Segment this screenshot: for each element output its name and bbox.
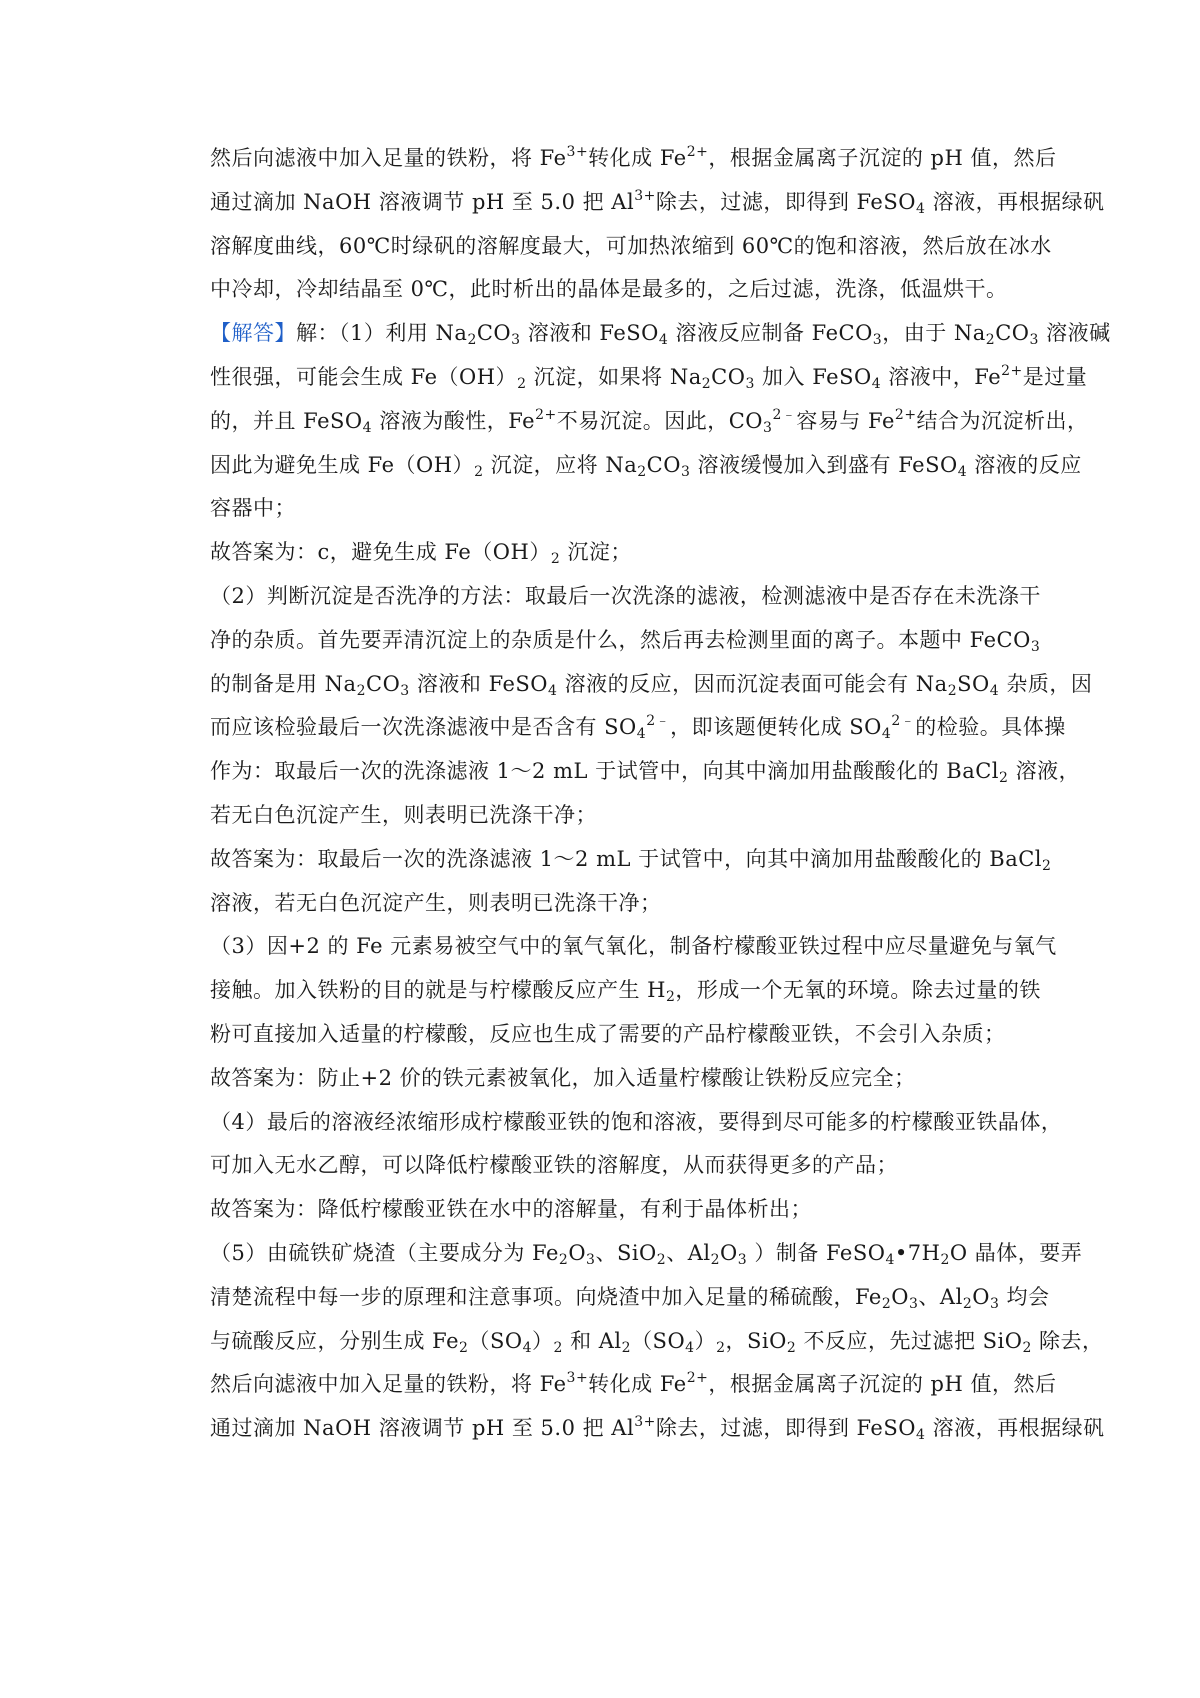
text-run: 而应该检验最后一次洗涤滤液中是否含有 SO <box>210 715 637 739</box>
text-line <box>210 712 1066 742</box>
subscript: 4 <box>915 1427 926 1443</box>
text-line <box>210 362 1087 392</box>
subscript: 2 <box>621 1340 632 1356</box>
text-line <box>210 537 632 567</box>
text-run: 故答案为：c，避免生成 Fe（OH） <box>210 540 551 564</box>
text-run: O <box>972 1285 990 1309</box>
text-run: 的检验。具体操 <box>915 715 1066 739</box>
superscript: 2﹣ <box>772 407 797 423</box>
subscript: 4 <box>522 1340 532 1356</box>
text-line <box>210 888 662 918</box>
text-line <box>210 581 1041 611</box>
subscript: 2 <box>459 1340 469 1356</box>
text-run: ，根据金属离子沉淀的 pH 值，然后 <box>708 146 1057 170</box>
text-run: ，形成一个无氧的环境。除去过量的铁 <box>675 978 1041 1002</box>
text-run: （4）最后的溶液经浓缩形成柠檬酸亚铁的饱和溶液，要得到尽可能多的柠檬酸亚铁晶体， <box>210 1110 1063 1134</box>
text-run: 容易与 Fe <box>796 409 895 433</box>
subscript: 3 <box>586 1252 596 1268</box>
superscript: 3+ <box>566 1370 589 1386</box>
text-run: 溶液碱 <box>1038 321 1111 345</box>
subscript: 2 <box>558 1252 569 1268</box>
text-run: 沉淀； <box>560 540 632 564</box>
text-run: 解：（1）利用 Na <box>296 321 468 345</box>
text-run: 结合为沉淀析出， <box>916 409 1089 433</box>
text-run: 故答案为：防止+2 价的铁元素被氧化，加入适量柠檬酸让铁粉反应完全； <box>210 1066 916 1090</box>
text-run: O 晶体，要弄 <box>949 1241 1083 1265</box>
text-run: CO <box>995 321 1030 345</box>
subscript: 3 <box>680 464 691 480</box>
text-line <box>210 1369 1056 1399</box>
text-run: •7H <box>894 1241 941 1265</box>
text-run: 、SiO <box>595 1241 657 1265</box>
text-run: 溶液和 FeSO <box>409 672 549 696</box>
text-line <box>210 493 296 523</box>
text-run: 然后向滤液中加入足量的铁粉，将 Fe <box>210 1372 567 1396</box>
subscript: 2 <box>666 989 676 1005</box>
subscript: 4 <box>362 420 373 436</box>
text-line <box>210 318 1111 348</box>
text-run: 的制备是用 Na <box>210 672 357 696</box>
text-run: （SO <box>468 1329 523 1353</box>
subscript: 2 <box>881 1296 892 1312</box>
text-line <box>210 1238 1082 1268</box>
text-run: 杂质，因 <box>999 672 1093 696</box>
text-line <box>210 1326 1104 1356</box>
subscript: 4 <box>915 201 926 217</box>
text-line <box>210 1413 1105 1443</box>
subscript: 4 <box>989 683 1000 699</box>
text-line <box>210 756 1080 786</box>
text-run: 加入 FeSO <box>754 365 872 389</box>
text-line <box>210 1063 916 1093</box>
text-run: 溶解度曲线，60℃时绿矾的溶解度最大，可加热浓缩到 60℃的饱和溶液，然后放在冰水 <box>210 234 1052 258</box>
text-line <box>210 975 1041 1005</box>
subscript: 2 <box>786 1340 797 1356</box>
text-run: 故答案为：取最后一次的洗涤滤液 1～2 mL 于试管中，向其中滴加用盐酸酸化的 BaCl <box>210 847 1043 871</box>
subscript: 4 <box>636 726 647 742</box>
text-run: 溶液缓慢加入到盛有 FeSO <box>690 453 958 477</box>
text-run: 粉可直接加入适量的柠檬酸，反应也生成了需要的产品柠檬酸亚铁，不会引入杂质； <box>210 1022 1006 1046</box>
text-run: 若无白色沉淀产生，则表明已洗涤干净； <box>210 803 597 827</box>
text-run: 不易沉淀。因此，CO <box>556 409 764 433</box>
subscript: 2 <box>940 1252 950 1268</box>
text-run: 溶液， <box>1008 759 1081 783</box>
subscript: 2 <box>710 1252 721 1268</box>
subscript: 2 <box>1042 858 1052 874</box>
subscript: 4 <box>885 1252 895 1268</box>
subscript: 2 <box>553 1340 563 1356</box>
subscript: 4 <box>658 332 669 348</box>
text-line <box>210 231 1052 261</box>
superscript: 2﹣ <box>891 713 916 729</box>
superscript: 3+ <box>634 1414 656 1430</box>
superscript: 2+ <box>686 144 709 160</box>
text-run: 溶液的反应 <box>967 453 1082 477</box>
text-run: 的，并且 FeSO <box>210 409 363 433</box>
text-run: 作为：取最后一次的洗涤滤液 1～2 mL 于试管中，向其中滴加用盐酸酸化的 BaCl <box>210 759 1000 783</box>
text-run: 除去， <box>1031 1329 1104 1353</box>
superscript: 3+ <box>634 188 656 204</box>
text-run: 、Al <box>666 1241 711 1265</box>
subscript: 2 <box>1022 1340 1032 1356</box>
text-line <box>210 669 1092 699</box>
text-line <box>210 1107 1062 1137</box>
subscript: 2 <box>637 464 647 480</box>
text-run: 转化成 Fe <box>588 1372 687 1396</box>
text-run: CO <box>366 672 401 696</box>
text-run: 净的杂质。首先要弄清沉淀上的杂质是什么，然后再去检测里面的离子。本题中 FeCO <box>210 628 1031 652</box>
text-run: 可加入无水乙醇，可以降低柠檬酸亚铁的溶解度，从而获得更多的产品； <box>210 1153 898 1177</box>
text-run: 通过滴加 NaOH 溶液调节 pH 至 5.0 把 Al <box>210 1416 635 1440</box>
subscript: 2 <box>701 376 712 392</box>
text-line <box>210 1282 1050 1312</box>
text-line <box>210 1150 898 1180</box>
subscript: 2 <box>550 551 561 567</box>
text-line <box>210 625 1040 655</box>
text-run: 、Al <box>918 1285 963 1309</box>
subscript: 3 <box>872 332 883 348</box>
text-run: （3）因+2 的 Fe 元素易被空气中的氧气氧化，制备柠檬酸亚铁过程中应尽量避免与氧气 <box>210 934 1057 958</box>
text-run: （5）由硫铁矿烧渣（主要成分为 Fe <box>210 1241 559 1265</box>
text-run: O <box>568 1241 587 1265</box>
subscript: 2 <box>467 332 477 348</box>
text-run: 因此为避免生成 Fe（OH） <box>210 453 475 477</box>
subscript: 3 <box>1030 639 1041 655</box>
text-line <box>210 406 1089 436</box>
subscript: 3 <box>745 376 755 392</box>
superscript: 2+ <box>686 1370 709 1386</box>
text-run: 故答案为：降低柠檬酸亚铁在水中的溶解量，有利于晶体析出； <box>210 1197 812 1221</box>
text-run: 除去，过滤，即得到 FeSO <box>655 190 916 214</box>
subscript: 4 <box>871 376 882 392</box>
subscript: 4 <box>685 1340 695 1356</box>
text-run: 溶液中，Fe <box>881 365 1002 389</box>
text-run: 和 Al <box>562 1329 622 1353</box>
text-run: 除去，过滤，即得到 FeSO <box>655 1416 916 1440</box>
text-line <box>210 844 1051 874</box>
subscript: 2 <box>716 1340 726 1356</box>
subscript: 2 <box>947 683 958 699</box>
superscript: 2+ <box>1001 363 1023 379</box>
text-run: 接触。加入铁粉的目的就是与柠檬酸反应产生 H <box>210 978 666 1002</box>
text-run: 是过量 <box>1022 365 1088 389</box>
text-line <box>210 931 1057 961</box>
subscript: 3 <box>511 332 521 348</box>
text-run: 不反应，先过滤把 SiO <box>796 1329 1023 1353</box>
superscript: 2﹣ <box>646 713 671 729</box>
subscript: 2 <box>656 1252 667 1268</box>
subscript: 2 <box>985 332 996 348</box>
subscript: 3 <box>763 420 773 436</box>
subscript: 4 <box>881 726 892 742</box>
text-run: （SO <box>631 1329 686 1353</box>
text-line <box>210 800 597 830</box>
subscript: 2 <box>999 770 1009 786</box>
text-run: 沉淀，如果将 Na <box>526 365 702 389</box>
superscript: 2+ <box>535 407 557 423</box>
text-run: 通过滴加 NaOH 溶液调节 pH 至 5.0 把 Al <box>210 190 635 214</box>
subscript: 2 <box>517 376 527 392</box>
text-run: 清楚流程中每一步的原理和注意事项。向烧渣中加入足量的稀硫酸，Fe <box>210 1285 882 1309</box>
answer-tag: 【解答】 <box>210 321 296 345</box>
text-run: ） <box>531 1329 554 1353</box>
text-run: 溶液，再根据绿矾 <box>925 1416 1105 1440</box>
text-run: 容器中； <box>210 496 296 520</box>
text-run: 溶液为酸性，Fe <box>372 409 536 433</box>
text-run: O <box>720 1241 738 1265</box>
text-line <box>210 1019 1006 1049</box>
text-line <box>210 143 1056 173</box>
text-run: 溶液，再根据绿矾 <box>925 190 1105 214</box>
text-run: 然后向滤液中加入足量的铁粉，将 Fe <box>210 146 567 170</box>
text-run: ） <box>694 1329 717 1353</box>
text-run: 与硫酸反应，分别生成 Fe <box>210 1329 460 1353</box>
text-run: 性很强，可能会生成 Fe（OH） <box>210 365 518 389</box>
text-run: 沉淀，应将 Na <box>483 453 638 477</box>
subscript: 3 <box>909 1296 919 1312</box>
text-line <box>210 1194 812 1224</box>
text-run: （2）判断沉淀是否洗净的方法：取最后一次洗涤的滤液，检测滤液中是否存在未洗涤干 <box>210 584 1041 608</box>
subscript: 3 <box>400 683 410 699</box>
subscript: 3 <box>989 1296 1000 1312</box>
text-run: 转化成 Fe <box>588 146 687 170</box>
text-run: ，SiO <box>725 1329 787 1353</box>
text-run: ，由于 Na <box>882 321 986 345</box>
superscript: 3+ <box>566 144 589 160</box>
text-line <box>210 274 1008 304</box>
text-run: ，根据金属离子沉淀的 pH 值，然后 <box>708 1372 1057 1396</box>
text-run: CO <box>646 453 681 477</box>
superscript: 2+ <box>894 407 917 423</box>
text-run: CO <box>476 321 512 345</box>
text-run: 均会 <box>999 1285 1050 1309</box>
subscript: 2 <box>356 683 366 699</box>
text-run: 溶液和 FeSO <box>520 321 659 345</box>
text-line <box>210 450 1082 480</box>
text-run: O <box>891 1285 909 1309</box>
subscript: 3 <box>737 1252 748 1268</box>
text-run: ）制备 FeSO <box>747 1241 886 1265</box>
subscript: 4 <box>548 683 558 699</box>
text-run: ，即该题便转化成 SO <box>670 715 882 739</box>
subscript: 4 <box>957 464 968 480</box>
text-run: 溶液反应制备 FeCO <box>668 321 873 345</box>
subscript: 2 <box>962 1296 973 1312</box>
text-run: 溶液的反应，因而沉淀表面可能会有 Na <box>557 672 948 696</box>
text-line <box>210 187 1105 217</box>
text-run: CO <box>711 365 746 389</box>
text-run: 溶液，若无白色沉淀产生，则表明已洗涤干净； <box>210 891 662 915</box>
subscript: 2 <box>474 464 484 480</box>
text-run: SO <box>957 672 990 696</box>
subscript: 3 <box>1029 332 1039 348</box>
text-run: 中冷却，冷却结晶至 0℃，此时析出的晶体是最多的，之后过滤，洗涤，低温烘干。 <box>210 277 1008 301</box>
